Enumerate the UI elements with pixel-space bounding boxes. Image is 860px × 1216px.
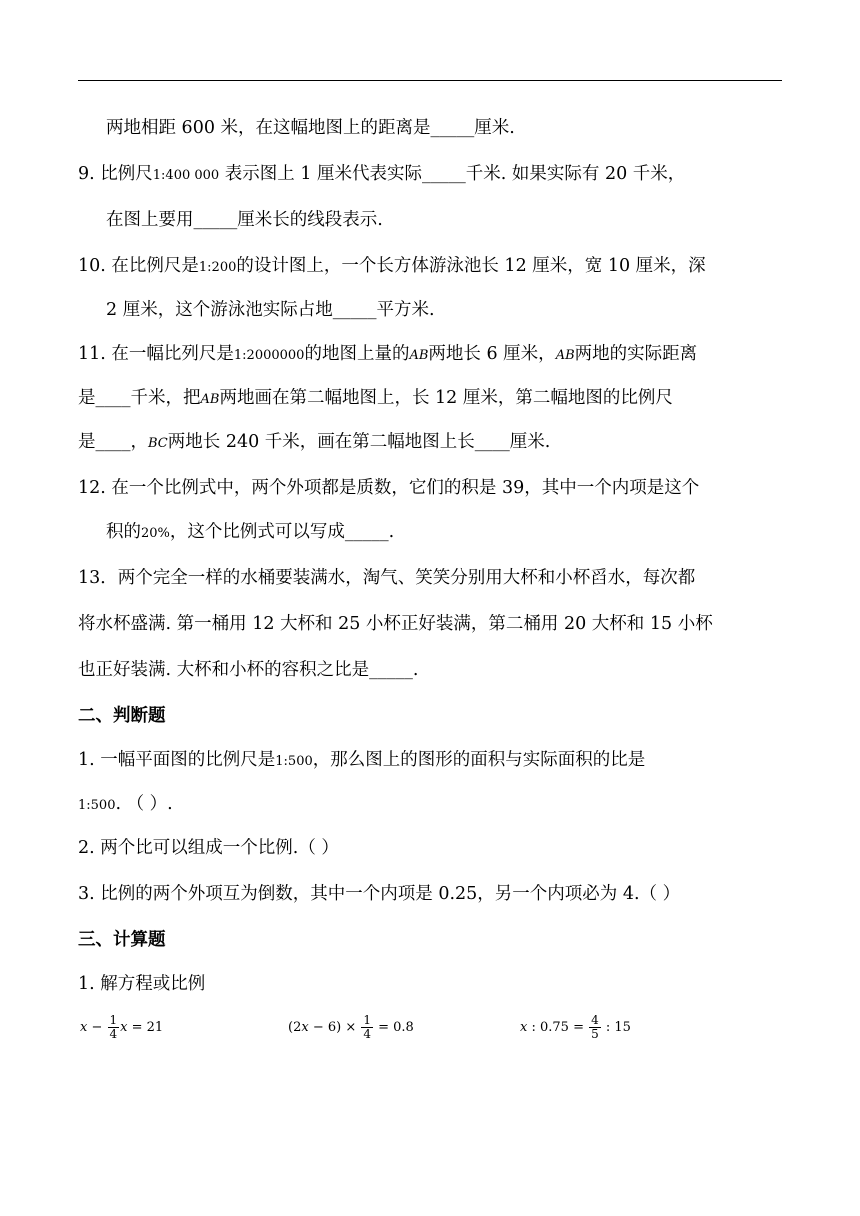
question-12 <box>78 476 699 500</box>
line-text: 在图上要用_____厘米长的线段表示. <box>106 210 383 230</box>
fraction-numerator: 1 <box>363 1013 371 1027</box>
line-text: 10. 在比例尺是 <box>78 256 199 276</box>
eq-fraction <box>108 1014 120 1041</box>
line-text: 两地长 240 千米，画在第二幅地图上长____厘米. <box>167 432 551 452</box>
eq-fraction <box>361 1014 373 1041</box>
heading-text: 二、判断题 <box>78 706 166 726</box>
judge-question-1-continued <box>78 792 173 818</box>
question-12-continued <box>106 520 394 546</box>
eq-operator: = 21 <box>127 1020 164 1035</box>
equation-3 <box>520 1014 631 1041</box>
eq-variable: x <box>120 1020 128 1035</box>
judge-question-3 <box>78 882 680 906</box>
question-10 <box>78 254 706 280</box>
eq-variable: x <box>520 1020 528 1035</box>
line-text: 的地图上量的 <box>304 344 410 364</box>
question-11-line-2 <box>78 386 673 412</box>
line-text: 1. 解方程或比例 <box>78 974 206 994</box>
question-9-continued <box>106 208 383 232</box>
eq-fraction <box>589 1014 601 1041</box>
point-label: AB <box>200 392 220 407</box>
line-text: 将水杯盛满. 第一桶用 12 大杯和 25 小杯正好装满，第二桶用 20 大杯和 15 小杯 <box>78 614 713 634</box>
section-heading-judge <box>78 704 166 728</box>
fraction-denominator: 5 <box>591 1027 599 1041</box>
line-text: 两地的实际距离 <box>574 344 698 364</box>
question-13 <box>78 566 695 590</box>
line-text: 9. 比例尺 <box>78 164 153 184</box>
fraction-numerator: 1 <box>109 1013 118 1027</box>
scale-ratio: 1:200 <box>198 260 237 275</box>
line-text: 11. 在一幅比列尺是 <box>78 344 234 364</box>
line-text: ，那么图上的图形的面积与实际面积的比是 <box>312 750 646 770</box>
percent-value: 20% <box>141 526 170 541</box>
scale-ratio: 1:400 000 <box>152 168 220 183</box>
equation-1 <box>80 1014 163 1041</box>
header-rule <box>78 80 782 81</box>
question-8-continued <box>106 116 515 140</box>
line-text: 2. 两个比可以组成一个比例.（ ） <box>78 838 339 858</box>
line-text: 1. 一幅平面图的比例尺是 <box>78 750 276 770</box>
eq-operator: : 15 <box>601 1020 631 1035</box>
line-text: 也正好装满. 大杯和小杯的容积之比是_____. <box>78 660 419 680</box>
line-text: 两地画在第二幅地图上，长 12 厘米，第二幅地图的比例尺 <box>219 388 673 408</box>
scale-ratio: 1:2000000 <box>233 348 305 363</box>
eq-operator: − 6) × <box>308 1020 361 1035</box>
judge-question-2 <box>78 836 339 860</box>
section-heading-calc <box>78 928 166 952</box>
line-text: ，这个比例式可以写成_____. <box>169 522 395 542</box>
judge-question-1 <box>78 748 645 774</box>
line-text: 13．两个完全一样的水桶要装满水，淘气、笑笑分别用大杯和小杯舀水，每次都 <box>78 568 696 588</box>
line-text: 积的 <box>106 522 141 542</box>
line-text: 的设计图上，一个长方体游泳池长 12 厘米，宽 10 厘米，深 <box>236 256 706 276</box>
question-13-line-3 <box>78 658 418 682</box>
scale-ratio: 1:500 <box>275 754 313 769</box>
point-label: AB <box>555 348 575 363</box>
line-text: 两地长 6 厘米， <box>428 344 556 364</box>
eq-variable: x <box>80 1020 88 1035</box>
line-text: 是____， <box>78 432 148 452</box>
fraction-numerator: 4 <box>591 1013 599 1027</box>
line-text: 表示图上 1 厘米代表实际_____千米. 如果实际有 20 千米， <box>219 164 686 184</box>
line-text: 3. 比例的两个外项互为倒数，其中一个内项是 0.25，另一个内项必为 4.（ ） <box>78 884 681 904</box>
calc-question-1 <box>78 972 205 996</box>
eq-operator: : 0.75 = <box>527 1020 589 1035</box>
question-13-line-2 <box>78 612 713 636</box>
eq-variable: x <box>301 1020 309 1035</box>
eq-operator: = 0.8 <box>374 1020 414 1035</box>
eq-part: (2 <box>288 1020 302 1035</box>
question-9 <box>78 162 685 188</box>
line-text: 12. 在一个比例式中，两个外项都是质数，它们的积是 39，其中一个内项是这个 <box>78 478 700 498</box>
point-label: BC <box>148 436 168 451</box>
eq-operator: − <box>87 1020 107 1035</box>
question-10-continued <box>106 298 435 322</box>
line-text: . （ ）. <box>115 794 173 814</box>
heading-text: 三、计算题 <box>78 930 166 950</box>
point-label: AB <box>409 348 429 363</box>
question-11 <box>78 342 697 368</box>
line-text: 是____千米，把 <box>78 388 201 408</box>
fraction-denominator: 4 <box>109 1027 118 1041</box>
fraction-denominator: 4 <box>363 1027 371 1041</box>
line-text: 2 厘米，这个游泳池实际占地_____平方米. <box>106 300 435 320</box>
question-11-line-3 <box>78 430 550 456</box>
scale-ratio: 1:500 <box>78 798 116 813</box>
equation-2 <box>288 1014 414 1041</box>
line-text: 两地相距 600 米，在这幅地图上的距离是_____厘米. <box>106 118 515 138</box>
